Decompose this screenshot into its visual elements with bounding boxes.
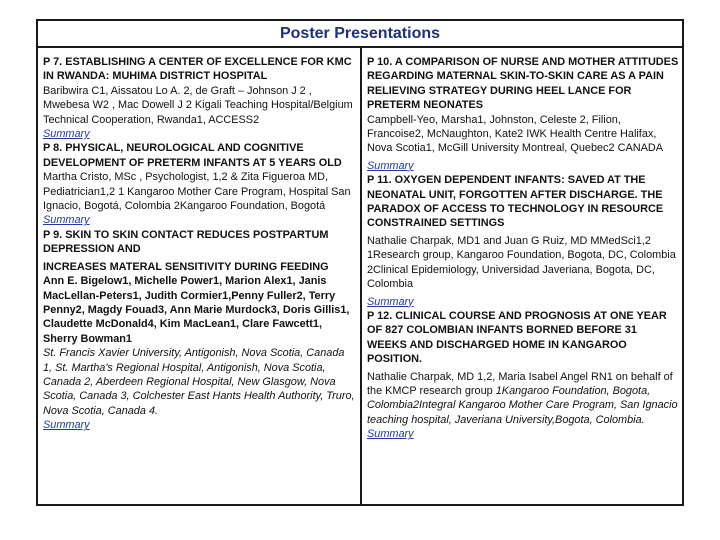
column-divider (360, 48, 362, 506)
p8-summary-link[interactable]: Summary (43, 214, 90, 227)
p11-authors: Nathalie Charpak, MD1 and Juan G Ruiz, MD MMedSci1,2 1Research group, Kangaroo Foundation, Bogota, DC, Colombia 2Clinical Epidemiology, Universidad Javeriana, Bogota, DC, Colombia (367, 234, 676, 291)
p12-summary-link[interactable]: Summary (367, 428, 414, 441)
p11-title: P 11. OXYGEN DEPENDENT INFANTS: SAVED AT THE NEONATAL UNIT, FORGOTTEN AFTER DISCHARGE. THE PARADOX OF ACCESS TO TECHNOLOGY IN RESOURCE CONSTRAINED SETTINGS (367, 174, 664, 230)
p12-affiliations: 1Kangaroo Foundation, Bogota, Colombia2Integral Kangaroo Mother Care Program, San Ignacio teaching hospital, Javeriana University,Bogota, Colombia. (367, 384, 678, 426)
p12-title: P 12. CLINICAL COURSE AND PROGNOSIS AT ONE YEAR OF 827 COLOMBIAN INFANTS BORNED BEFORE 31 WEEKS AND DISCHARGED HOME IN KANGAROO POSITION. (367, 309, 667, 366)
p11-summary-link[interactable]: Summary (367, 295, 414, 308)
p9-affiliations: St. Francis Xavier University, Antigonish, Nova Scotia, Canada 1, St. Martha's Regional Hospital, Antigonish, Nova Scotia, Canada 2, Aberdeen Regional Hospital, New Glasgow, Nova Scotia, Canada 3, Colchester East Hants Health Authority, Truro, Nova Scotia, Canada 4. (43, 347, 355, 417)
p10-summary-link[interactable]: Summary (367, 159, 414, 172)
p12-authors: Nathalie Charpak, MD 1,2, Maria Isabel Angel RN1 on behalf of the KMCP research group (367, 370, 673, 397)
p8-authors: Martha Cristo, MSc , Psychologist, 1,2 & Zita Figueroa MD, Pediatrician1,2 1 Kangaroo Mother Care Program, Hospital San Ignacio, Bogotá, Colombia 2Kangaroo Foundation, Bogotá (43, 171, 351, 213)
p8-title: P 8. PHYSICAL, NEUROLOGICAL AND COGNITIVE DEVELOPMENT OF PRETERM INFANTS AT 5 YEARS OLD (43, 142, 342, 169)
p9-summary-link[interactable]: Summary (43, 419, 90, 432)
page-title: Poster Presentations (36, 19, 684, 48)
p9-title-line1: P 9. SKIN TO SKIN CONTACT REDUCES POSTPARTUM DEPRESSION AND (43, 228, 329, 256)
p7-title: P 7. ESTABLISHING A CENTER OF EXCELLENCE FOR KMC IN RWANDA: MUHIMA DISTRICT HOSPITAL (43, 56, 352, 83)
p10-authors: Campbell-Yeo, Marsha1, Johnston, Celeste 2, Filion, Francoise2, McNaughton, Kate2 IWK Health Centre Halifax, Nova Scotia1, McGill University Montreal, Quebec2 CANADA (367, 113, 663, 155)
p9-title-line2: INCREASES MATERAL SENSITIVITY DURING FEEDING (43, 260, 329, 273)
p10-title: P 10. A COMPARISON OF NURSE AND MOTHER ATTITUDES REGARDING MATERNAL SKIN-TO-SKIN CARE AS A PAIN RELIEVING STRATEGY DURING HEEL LANCE FOR PRETERM NEONATES (367, 56, 679, 112)
left-column (43, 55, 355, 433)
p9-authors: Ann E. Bigelow1, Michelle Power1, Marion Alex1, Janis MacLellan-Peters1, Judith Cormier1,Penny Fuller2, Terry Penny2, Magdy Fouad3, Ann Marie Murdock3, Doris Gillis1, Claudette McDonald4, Kim MacLean1, Clare Fawcett1, Sherry Bowman1 (43, 275, 350, 345)
p7-summary-link[interactable]: Summary (43, 128, 90, 141)
p7-authors: Baribwira C1, Aissatou Lo A. 2, de Graft – Johnson J 2 , Mwebesa W2 , Mac Dowell J 2 Kigali Teaching Hospital/Belgium Technical Cooperation, Rwanda1, ACCESS2 (43, 84, 353, 126)
right-column (367, 55, 679, 442)
